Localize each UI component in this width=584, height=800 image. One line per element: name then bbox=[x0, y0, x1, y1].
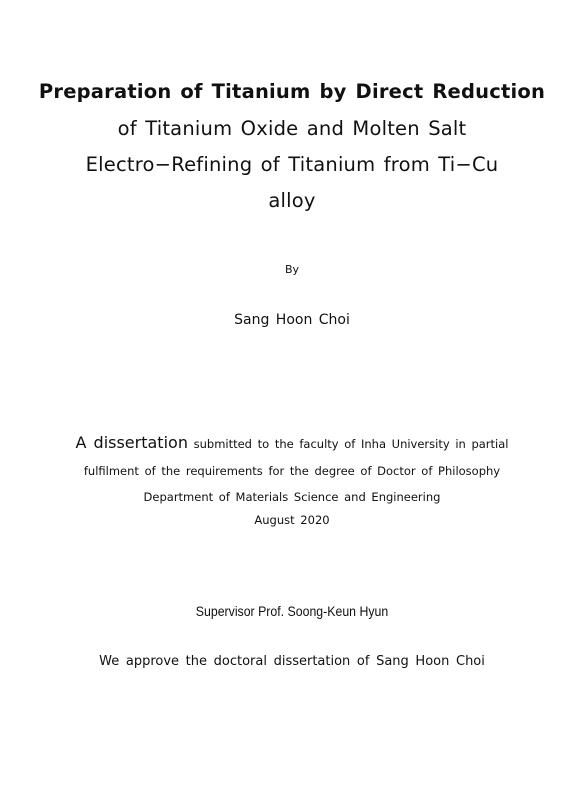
author-name: Sang Hoon Choi bbox=[234, 312, 350, 328]
dissertation-title-line-3: Electro−Refining of Titanium from Ti−Cu bbox=[85, 153, 499, 176]
submission-date: August 2020 bbox=[254, 513, 330, 527]
statement-line-1-rest: submitted to the faculty of Inha University in partial bbox=[187, 437, 509, 451]
department: Department of Materials Science and Engineering bbox=[143, 490, 441, 504]
dissertation-title-line-2: of Titanium Oxide and Molten Salt bbox=[117, 117, 467, 140]
dissertation-title-line-1: Preparation of Titanium by Direct Reduction bbox=[38, 80, 546, 103]
supervisor: Supervisor Prof. Soong-Keun Hyun bbox=[195, 603, 389, 619]
by-label: By bbox=[284, 263, 300, 276]
dissertation-title-line-4: alloy bbox=[268, 189, 316, 212]
approval-statement: We approve the doctoral dissertation of Sang Hoon Choi bbox=[99, 654, 485, 669]
statement-line-1 bbox=[0, 435, 584, 452]
statement-lead: A dissertation bbox=[75, 433, 188, 452]
statement-line-2: fulfilment of the requirements for the degree of Doctor of Philosophy bbox=[83, 464, 501, 478]
